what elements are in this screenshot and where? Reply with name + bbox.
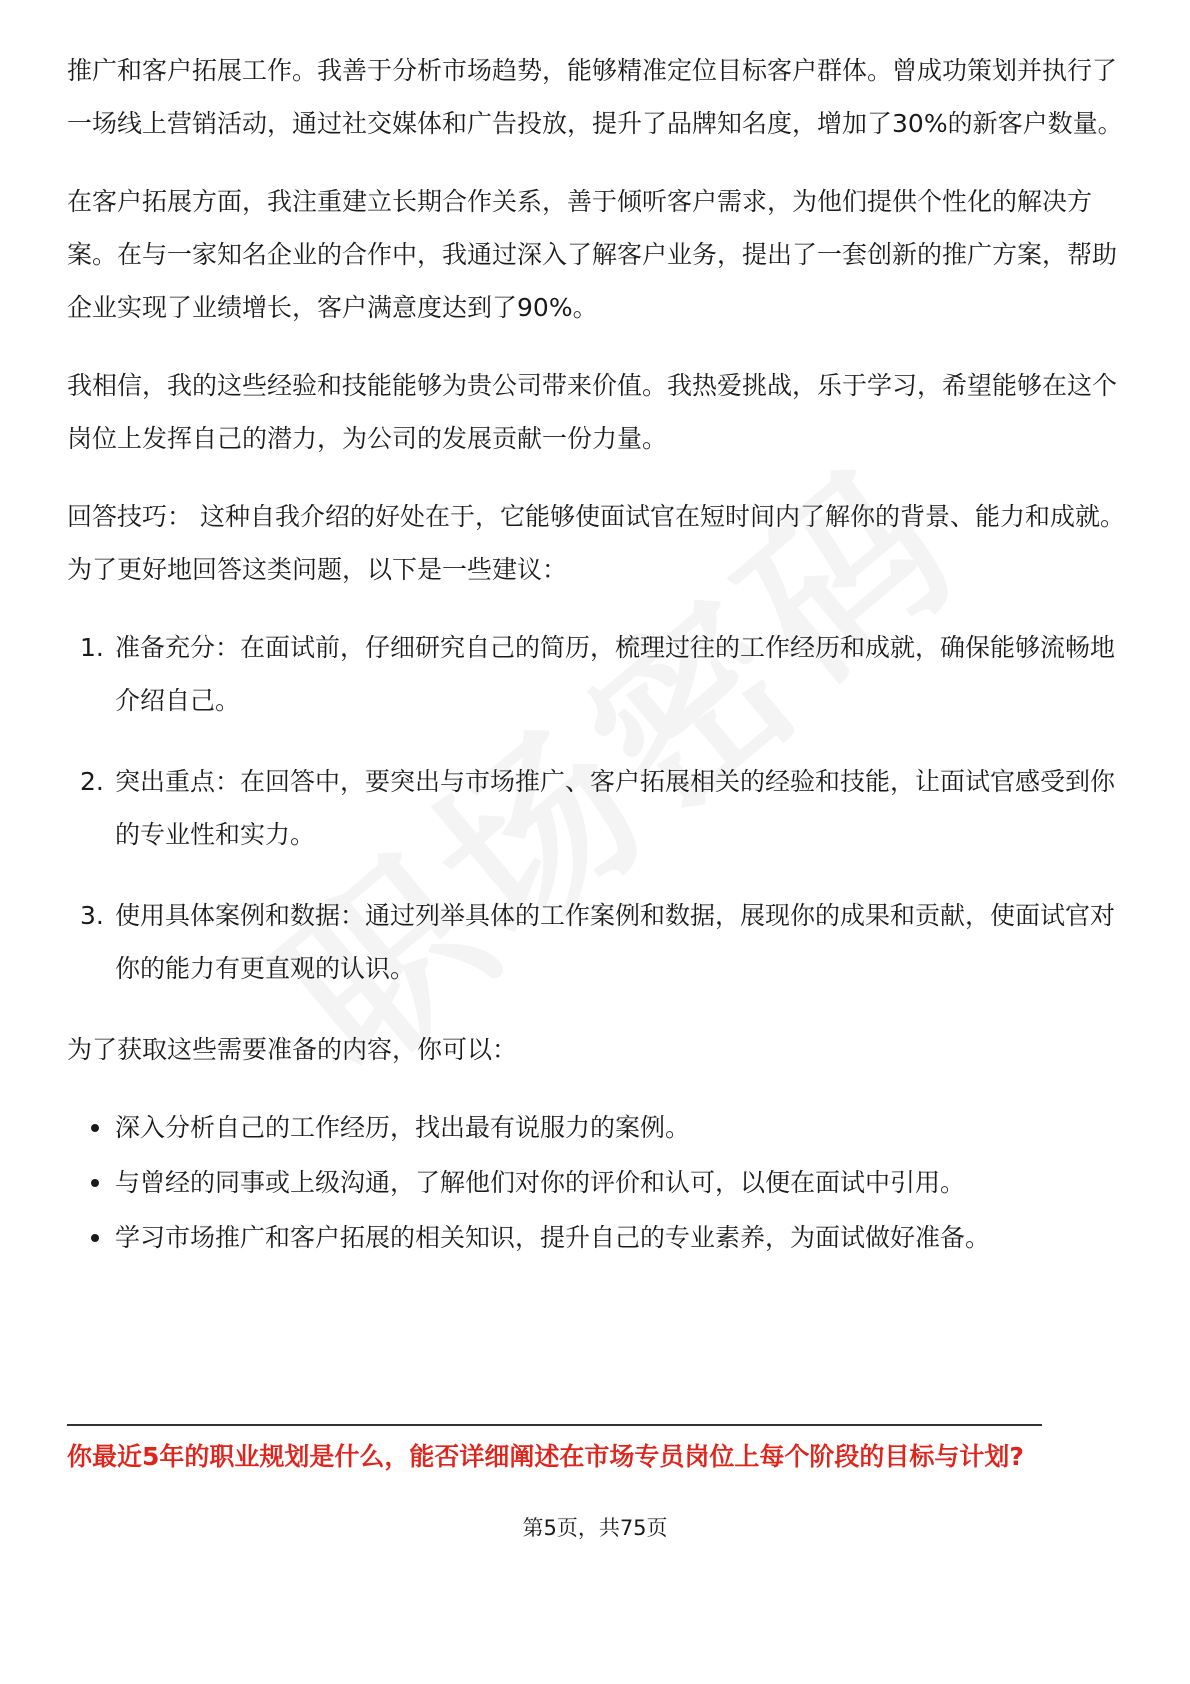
paragraph-experience: 推广和客户拓展工作。我善于分析市场趋势，能够精准定位目标客户群体。曾成功策划并执行了一场线上营销活动，通过社交媒体和广告投放，提升了品牌知名度，增加了30%的新客户数量。 xyxy=(67,56,1123,138)
section-divider xyxy=(67,1424,1042,1426)
prep-bullet-list xyxy=(67,1101,1129,1264)
next-question-heading: 你最近5年的职业规划是什么，能否详细阐述在市场专员岗位上每个阶段的目标与计划? xyxy=(67,1442,1024,1471)
page-content xyxy=(67,44,1129,1266)
list-item-text: 突出重点：在回答中，要突出与市场推广、客户拓展相关的经验和技能，让面试官感受到你的专业性和实力。 xyxy=(115,767,1116,849)
list-item xyxy=(67,621,1129,727)
list-item-text: 准备充分：在面试前，仔细研究自己的简历，梳理过往的工作经历和成就，确保能够流畅地介绍自己。 xyxy=(115,633,1116,715)
paragraph-value: 我相信，我的这些经验和技能能够为贵公司带来价值。我热爱挑战，乐于学习，希望能够在这个岗位上发挥自己的潜力，为公司的发展贡献一份力量。 xyxy=(67,371,1118,453)
paragraph-client-expansion: 在客户拓展方面，我注重建立长期合作关系，善于倾听客户需求，为他们提供个性化的解决方案。在与一家知名企业的合作中，我通过深入了解客户业务，提出了一套创新的推广方案，帮助企业实现了业绩增长，客户满意度达到了90%。 xyxy=(67,187,1118,322)
list-item xyxy=(67,889,1129,995)
bullet-icon xyxy=(91,1179,99,1187)
list-item xyxy=(67,1101,1129,1154)
list-item-number: 1. xyxy=(80,633,104,662)
list-item-number: 2. xyxy=(80,767,104,796)
list-item-text: 深入分析自己的工作经历，找出最有说服力的案例。 xyxy=(115,1113,691,1142)
list-item-text: 与曾经的同事或上级沟通，了解他们对你的评价和认可，以便在面试中引用。 xyxy=(115,1168,966,1197)
list-item xyxy=(67,1156,1129,1209)
tips-list xyxy=(67,621,1129,995)
bullet-icon xyxy=(91,1124,99,1132)
list-item-text: 学习市场推广和客户拓展的相关知识，提升自己的专业素养，为面试做好准备。 xyxy=(115,1223,991,1252)
list-item xyxy=(67,1211,1129,1264)
paragraph-prep-intro: 为了获取这些需要准备的内容，你可以： xyxy=(67,1035,518,1064)
paragraph-answer-tips: 回答技巧： 这种自我介绍的好处在于，它能够使面试官在短时间内了解你的背景、能力和成就。为了更好地回答这类问题，以下是一些建议： xyxy=(67,502,1125,584)
list-item xyxy=(67,755,1129,861)
list-item-text: 使用具体案例和数据：通过列举具体的工作案例和数据，展现你的成果和贡献，使面试官对你的能力有更直观的认识。 xyxy=(115,901,1116,983)
page-number-footer: 第5页，共75页 xyxy=(522,1516,668,1540)
bullet-icon xyxy=(91,1234,99,1242)
list-item-number: 3. xyxy=(80,901,104,930)
